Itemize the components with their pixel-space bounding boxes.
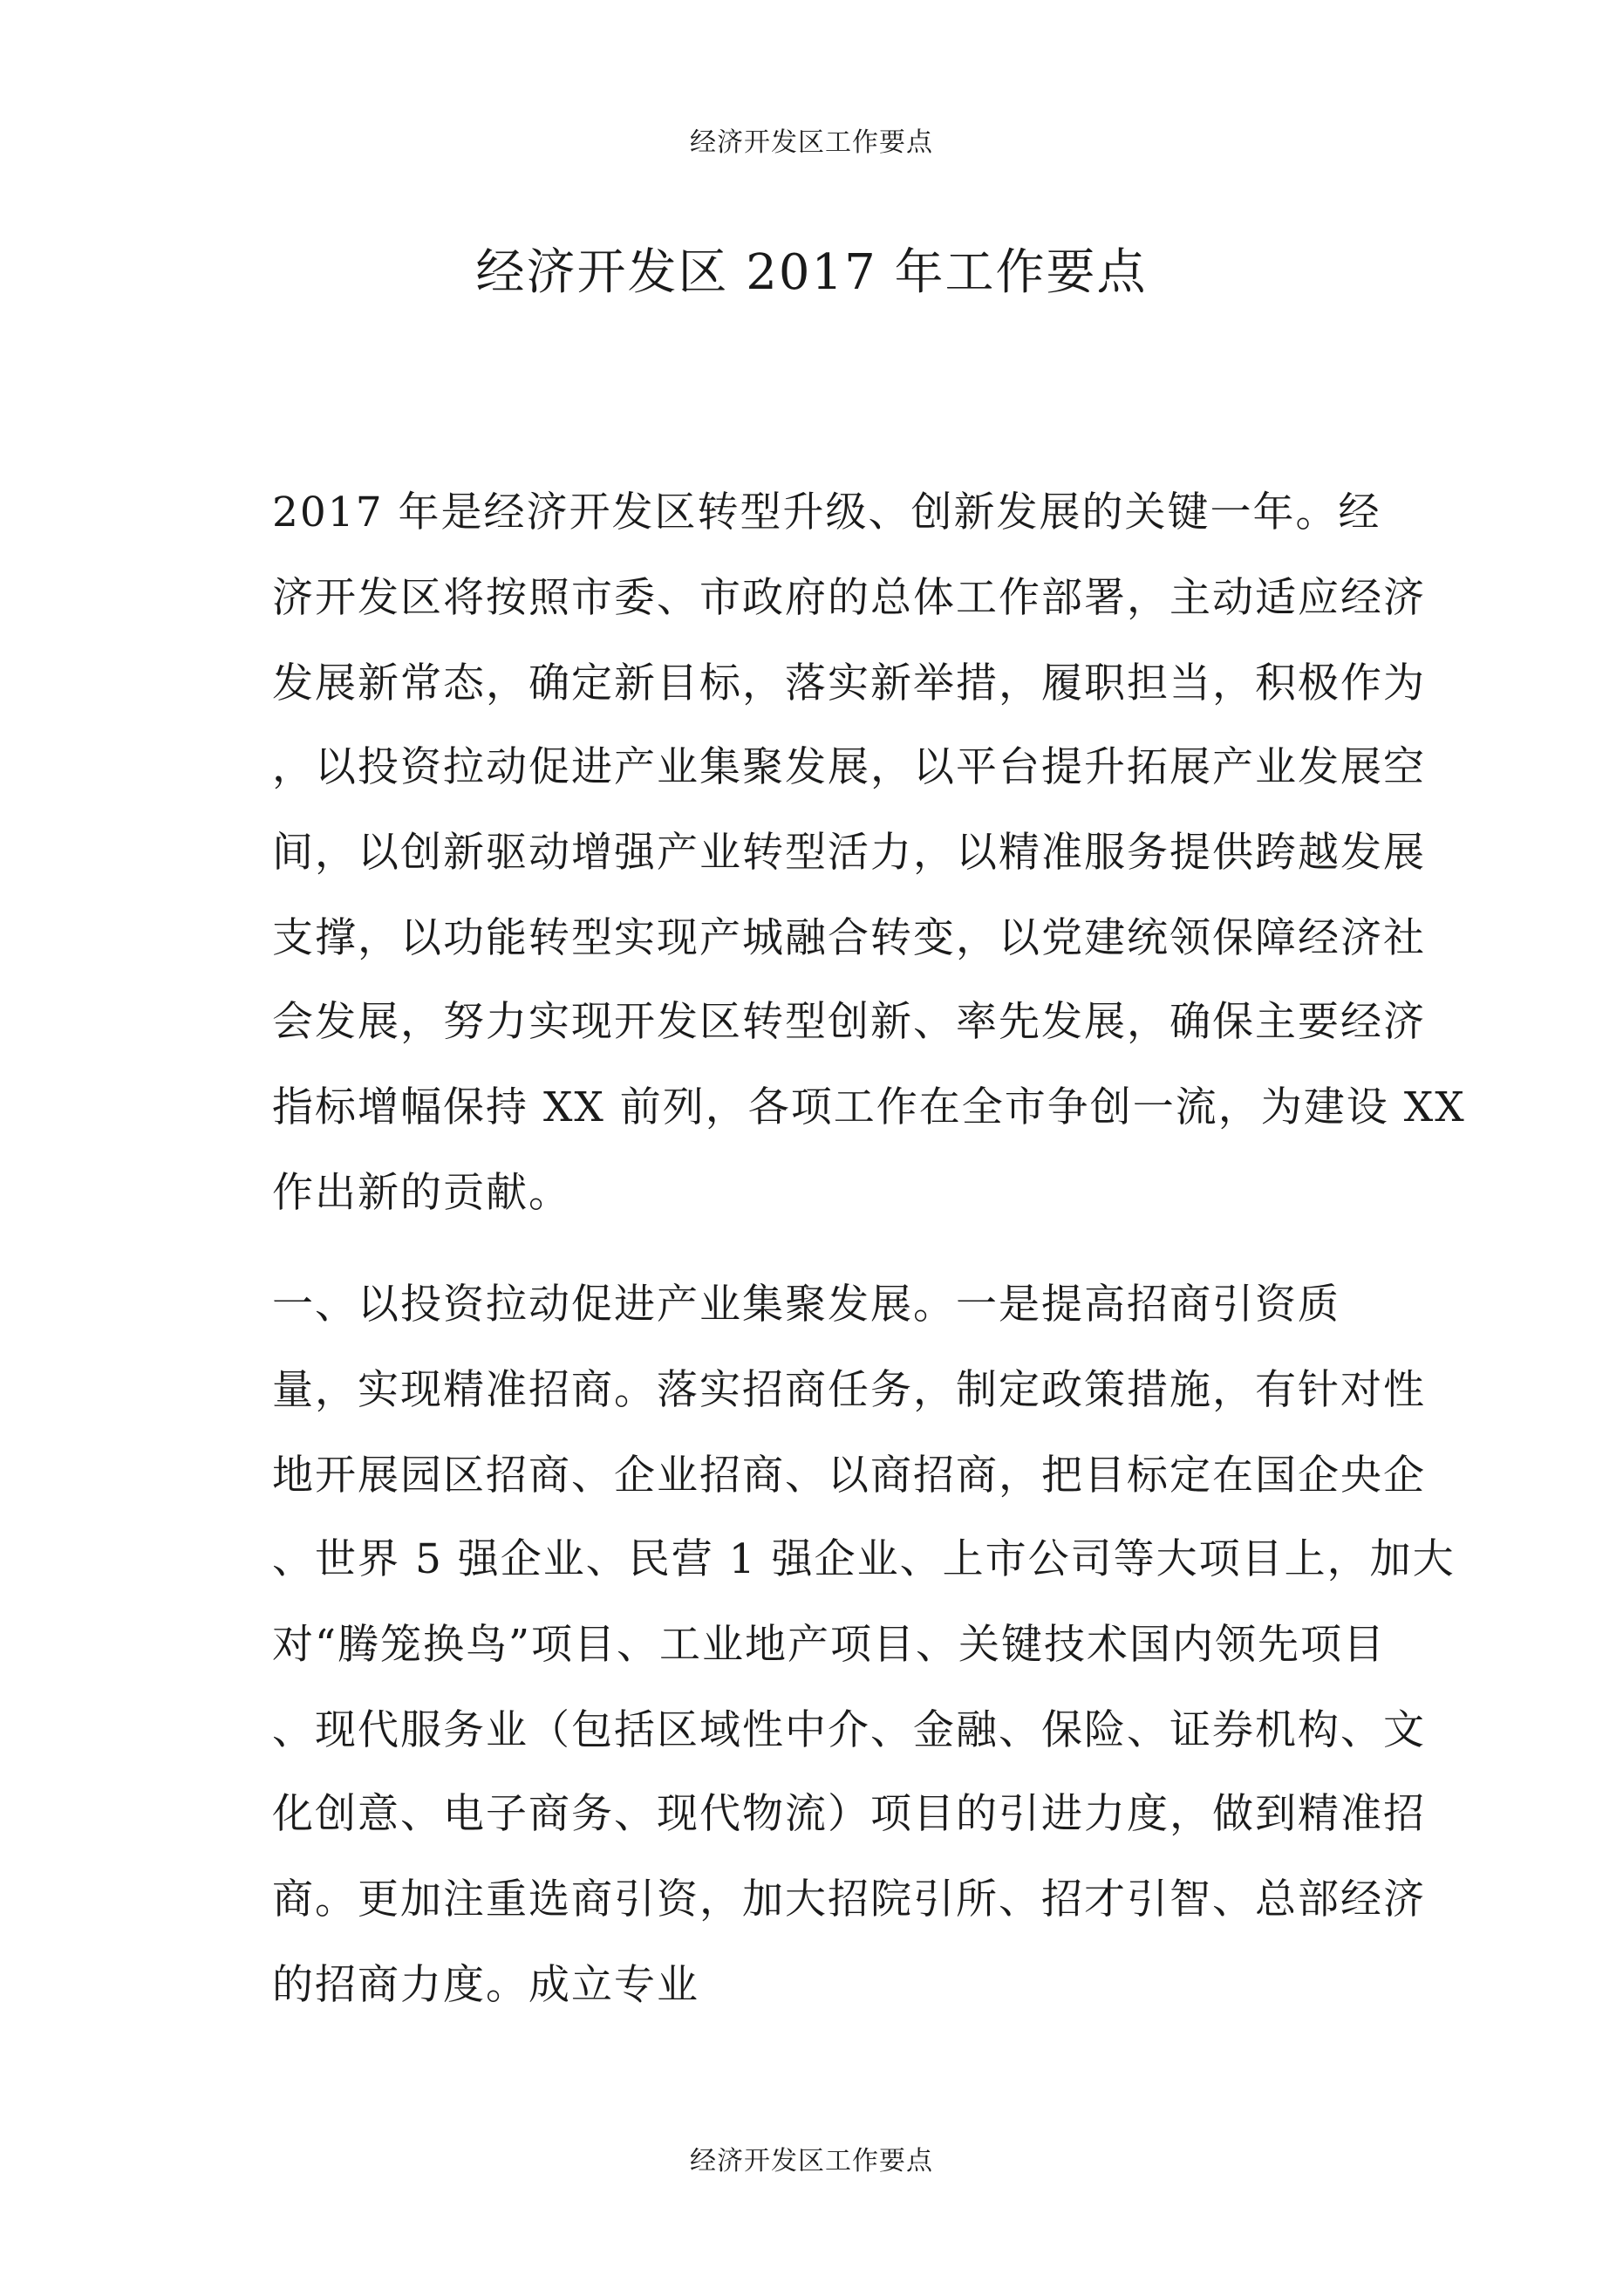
body-line: 对“腾笼换鸟”项目、工业地产项目、关键技术国内领先项目 [272,1621,1387,1669]
body-line: 支撑，以功能转型实现产城融合转变，以党建统领保障经济社 [272,914,1426,962]
body-line: 指标增幅保持 XX 前列，各项工作在全市争创一流，为建设 XX [272,1083,1466,1131]
page-footer: 经济开发区工作要点 [690,2146,933,2176]
body-line: 商。更加注重选商引资，加大招院引所、招才引智、总部经济 [272,1876,1426,1924]
body-line: 的招商力度。成立专业 [272,1961,699,2009]
page-header: 经济开发区工作要点 [690,127,933,158]
body-line: 地开展园区招商、企业招商、以商招商，把目标定在国企央企 [272,1452,1426,1500]
body-line: 量，实现精准招商。落实招商任务，制定政策措施，有针对性 [272,1366,1426,1414]
body-line: ，以投资拉动促进产业集聚发展，以平台提升拓展产业发展空 [272,743,1426,791]
document-title: 经济开发区 2017 年工作要点 [475,244,1148,301]
body-line: 济开发区将按照市委、市政府的总体工作部署，主动适应经济 [272,574,1426,622]
body-line: 间，以创新驱动增强产业转型活力，以精准服务提供跨越发展 [272,829,1426,877]
body-line: 发展新常态，确定新目标，落实新举措，履职担当，积极作为 [272,659,1426,707]
body-line: 一、以投资拉动促进产业集聚发展。一是提高招商引资质 [272,1281,1340,1329]
body-line: 会发展，努力实现开发区转型创新、率先发展，确保主要经济 [272,998,1426,1046]
body-line: 、世界 5 强企业、民营 1 强企业、上市公司等大项目上，加大 [272,1535,1456,1583]
body-line: 2017 年是经济开发区转型升级、创新发展的关键一年。经 [272,489,1381,536]
body-line: 、现代服务业（包括区域性中介、金融、保险、证券机构、文 [272,1706,1426,1754]
body-line: 作出新的贡献。 [272,1169,571,1217]
body-line: 化创意、电子商务、现代物流）项目的引进力度，做到精准招 [272,1790,1426,1838]
